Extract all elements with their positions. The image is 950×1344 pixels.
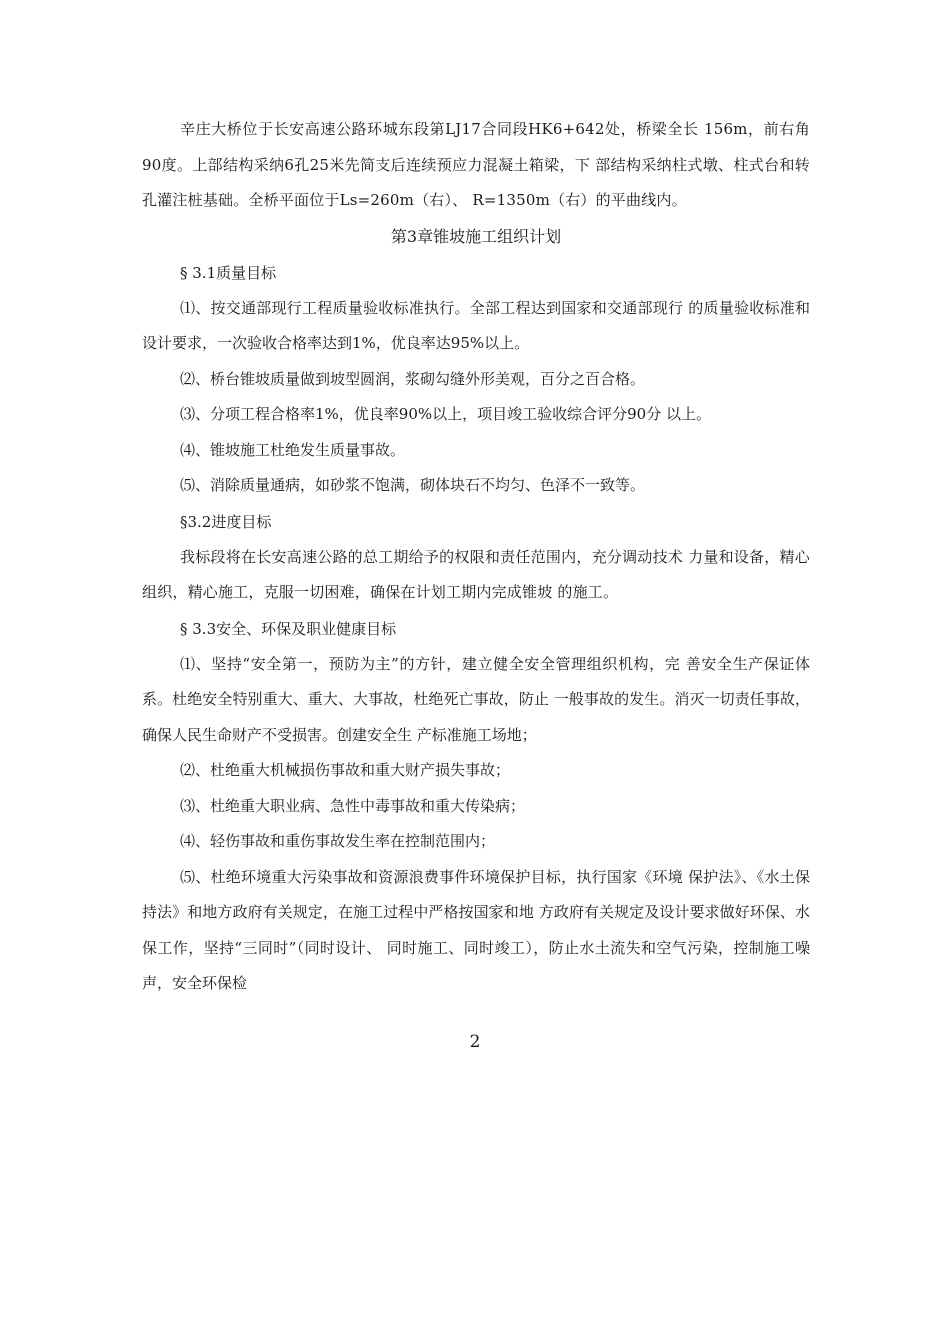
page-number: 2 <box>469 1032 481 1052</box>
quality-item-5: ⑸、消除质量通病，如砂浆不饱满，砌体块石不均匀、色泽不一致等。 <box>180 476 646 494</box>
safety-item-5: ⑸、杜绝环境重大污染事故和资源浪费事件环境保护目标，执行国家《环境 保护法》、《水土保持法》和地方政府有关规定，在施工过程中严格按国家和地 方政府有关规定及设计要求做好环保、水保工作，坚持“三同时”（同时设计、 同时施工、同时竣工），防止水土流失和空气污染，控制施工噪声，安全环保检 <box>142 867 810 992</box>
section-3-2-heading: §3.2进度目标 <box>180 512 272 531</box>
section-3-1-heading: § 3.1质量目标 <box>180 263 277 282</box>
safety-item-4: ⑷、轻伤事故和重伤事故发生率在控制范围内； <box>180 832 496 850</box>
quality-item-3: ⑶、分项工程合格率1%，优良率90%以上，项目竣工验收综合评分90分 以上。 <box>180 405 711 423</box>
schedule-paragraph: 我标段将在长安高速公路的总工期给予的权限和责任范围内，充分调动技术 力量和设备，精心组织，精心施工，克服一切困难，确保在计划工期内完成锥坡 的施工。 <box>142 547 810 601</box>
quality-item-2: ⑵、桥台锥坡质量做到坡型圆润，浆砌勾缝外形美观，百分之百合格。 <box>180 369 646 388</box>
safety-item-3: ⑶、杜绝重大职业病、急性中毒事故和重大传染病； <box>180 796 526 815</box>
section-3-3-heading: § 3.3安全、环保及职业健康目标 <box>180 619 397 638</box>
safety-item-1: ⑴、坚持“安全第一，预防为主”的方针，建立健全安全管理组织机构，完 善安全生产保证体系。杜绝安全特别重大、重大、大事故，杜绝死亡事故，防止 一般事故的发生。消灭一切责任事故，确保人民生命财产不受损害。创建安全生 产标准施工场地； <box>142 654 810 744</box>
chapter-title: 第3章锥坡施工组织计划 <box>390 226 562 246</box>
quality-item-4: ⑷、锥坡施工杜绝发生质量事故。 <box>180 440 406 459</box>
intro-paragraph: 辛庄大桥位于长安高速公路环城东段第LJ17合同段HK6+642处，桥梁全长 156m，前右角90度。上部结构采纳6孔25米先简支后连续预应力混凝土箱梁，下 部结构采纳柱式墩、柱式台和转孔灌注桩基础。全桥平面位于Ls=260m（右）、 R=1350m（右）的平曲线内。 <box>142 120 810 209</box>
document-body <box>142 112 810 1002</box>
quality-item-1: ⑴、按交通部现行工程质量验收标准执行。全部工程达到国家和交通部现行 的质量验收标准和设计要求，一次验收合格率达到1%，优良率达95%以上。 <box>142 298 810 352</box>
safety-item-2: ⑵、杜绝重大机械损伤事故和重大财产损失事故； <box>180 761 511 779</box>
